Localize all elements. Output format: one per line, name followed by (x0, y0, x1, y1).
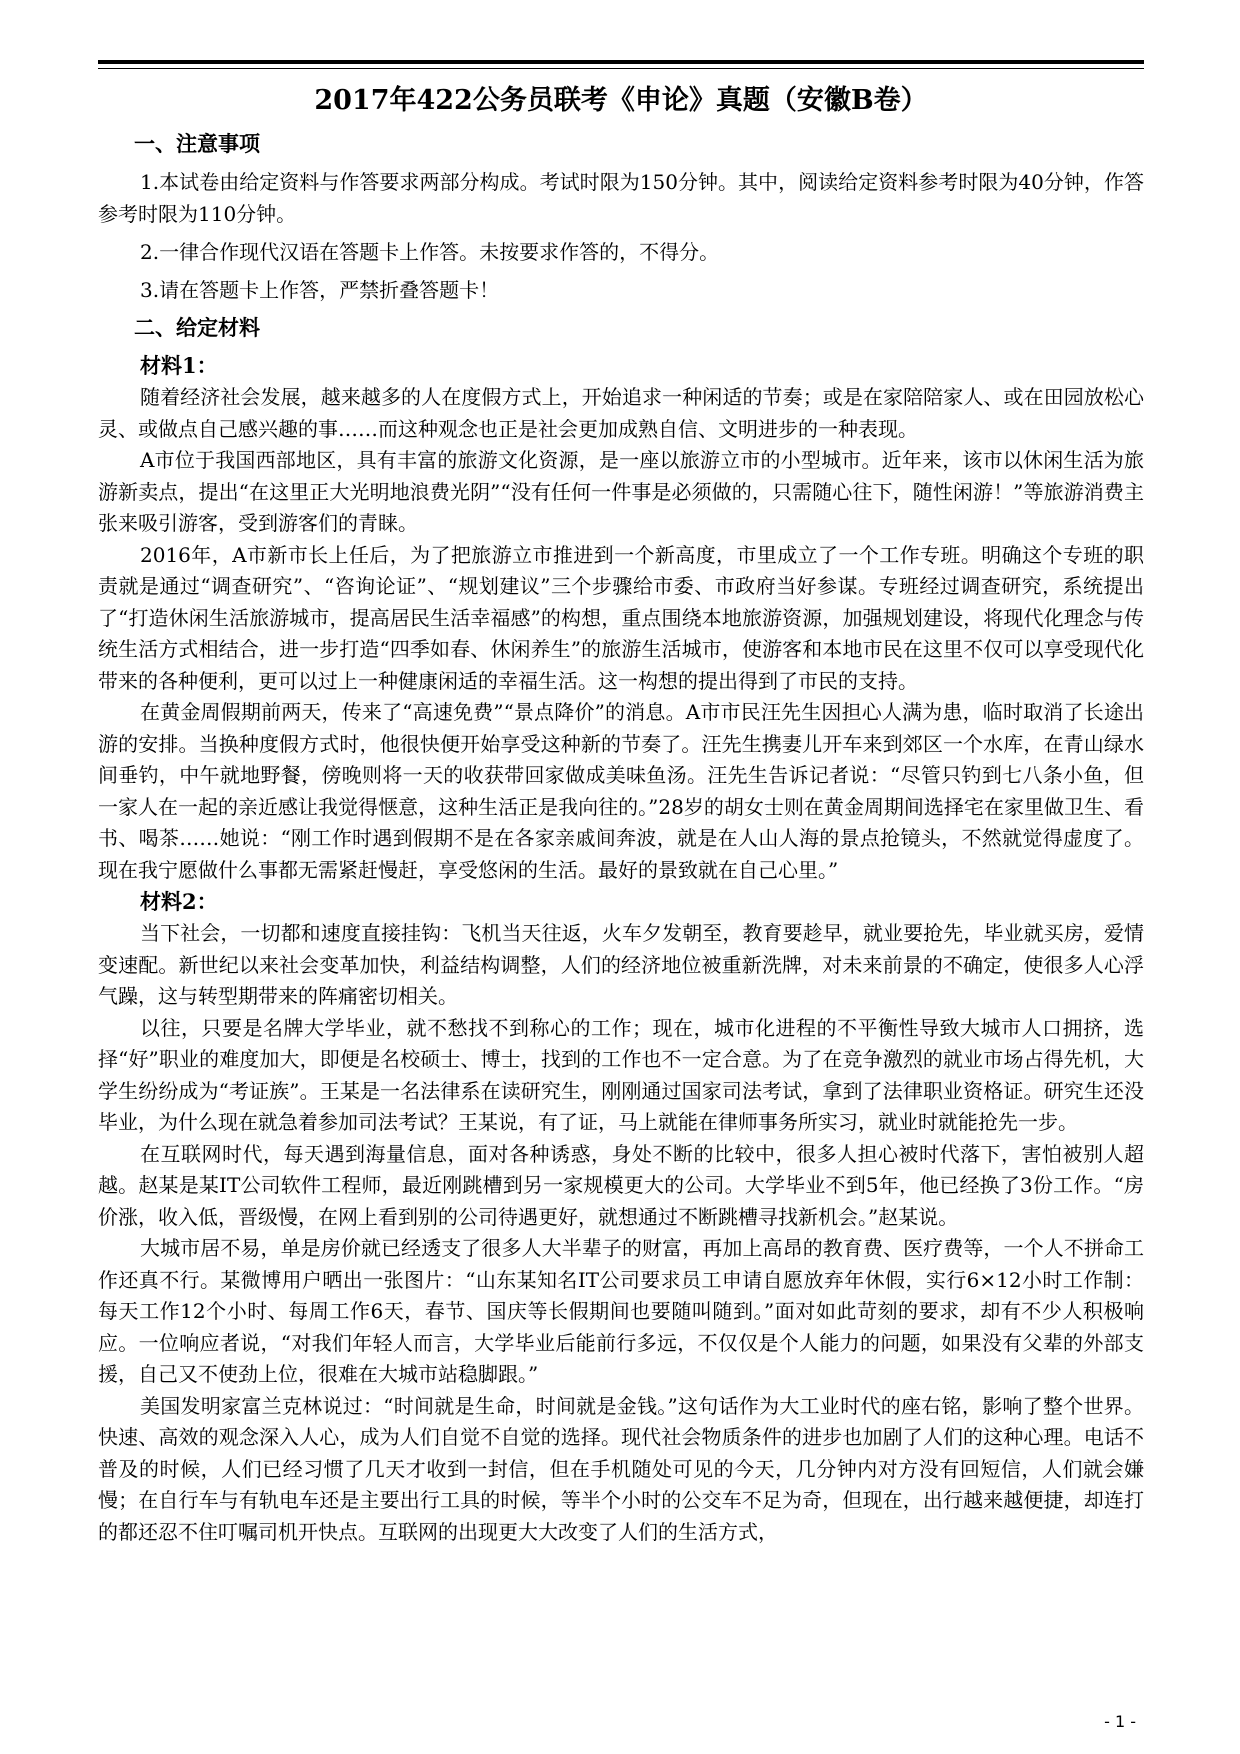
notice-item-2: 2.一律合作现代汉语在答题卡上作答。未按要求作答的，不得分。 (140, 240, 720, 264)
section-heading-materials: 二、给定材料 (134, 315, 260, 340)
notice-item-1: 1.本试卷由给定资料与作答要求两部分构成。考试时限为150分钟。其中，阅读给定资料参考时限为40分钟，作答参考时限为110分钟。 (98, 170, 1144, 226)
header-rule-thin (98, 68, 1144, 69)
document-page (98, 84, 1144, 1548)
material-2-paragraph: 以往，只要是名牌大学毕业，就不愁找不到称心的工作；现在，城市化进程的不平衡性导致大城市人口拥挤，选择“好”职业的难度加大，即便是名校硕士、博士，找到的工作也不一定合意。为了在竞争激烈的就业市场占得先机，大学生纷纷成为“考证族”。王某是一名法律系在读研究生，刚刚通过国家司法考试，拿到了法律职业资格证。研究生还没毕业，为什么现在就急着参加司法考试？王某说，有了证，马上就能在律师事务所实习，就业时就能抢先一步。 (98, 1015, 1144, 1134)
material-1-label: 材料1： (140, 353, 218, 378)
material-2-label: 材料2： (140, 889, 218, 914)
material-2-paragraph: 当下社会，一切都和速度直接挂钩：飞机当天往返，火车夕发朝至，教育要趁早，就业要抢先，毕业就买房，爱情变速配。新世纪以来社会变革加快，利益结构调整，人们的经济地位被重新洗牌，对未来前景的不确定，使很多人心浮气躁，这与转型期带来的阵痛密切相关。 (98, 921, 1144, 1008)
material-2-paragraph: 大城市居不易，单是房价就已经透支了很多人大半辈子的财富，再加上高昂的教育费、医疗费等，一个人不拼命工作还真不行。某微博用户晒出一张图片：“山东某知名IT公司要求员工申请自愿放弃年休假，实行6×12小时工作制：每天工作12个小时、每周工作6天，春节、国庆等长假期间也要随叫随到。”面对如此苛刻的要求，却有不少人积极响应。一位响应者说，“对我们年轻人而言，大学毕业后能前行多远，不仅仅是个人能力的问题，如果没有父辈的外部支援，自己又不使劲上位，很难在大城市站稳脚跟。” (98, 1236, 1144, 1386)
material-1-paragraph: 在黄金周假期前两天，传来了“高速免费”“景点降价”的消息。A市市民汪先生因担心人满为患，临时取消了长途出游的安排。当换种度假方式时，他很快便开始享受这种新的节奏了。汪先生携妻儿开车来到郊区一个水库，在青山绿水间垂钓，中午就地野餐，傍晚则将一天的收获带回家做成美味鱼汤。汪先生告诉记者说：“尽管只钓到七八条小鱼，但一家人在一起的亲近感让我觉得惬意，这种生活正是我向往的。”28岁的胡女士则在黄金周期间选择宅在家里做卫生、看书、喝茶……她说：“刚工作时遇到假期不是在各家亲戚间奔波，就是在人山人海的景点抢镜头，不然就觉得虚度了。现在我宁愿做什么事都无需紧赶慢赶，享受悠闲的生活。最好的景致就在自己心里。” (98, 700, 1144, 882)
header-rule-thick (98, 60, 1144, 64)
material-2-paragraph: 在互联网时代，每天遇到海量信息，面对各种诱惑，身处不断的比较中，很多人担心被时代落下，害怕被别人超越。赵某是某IT公司软件工程师，最近刚跳槽到另一家规模更大的公司。大学毕业不到5年，他已经换了3份工作。“房价涨，收入低，晋级慢，在网上看到别的公司待遇更好，就想通过不断跳槽寻找新机会。”赵某说。 (98, 1141, 1144, 1229)
material-2-paragraph: 美国发明家富兰克林说过：“时间就是生命，时间就是金钱。”这句话作为大工业时代的座右铭，影响了整个世界。快速、高效的观念深入人心，成为人们自觉不自觉的选择。现代社会物质条件的进步也加剧了人们的这种心理。电话不普及的时候，人们已经习惯了几天才收到一封信，但在手机随处可见的今天，几分钟内对方没有回短信，人们就会嫌慢；在自行车与有轨电车还是主要出行工具的时候，等半个小时的公交车不足为奇，但现在，出行越来越便捷，却连打的都还忍不住叮嘱司机开快点。互联网的出现更大大改变了人们的生活方式， (98, 1393, 1144, 1544)
document-title: 2017年422公务员联考《申论》真题（安徽B卷） (314, 85, 928, 116)
material-1-paragraph: 随着经济社会发展，越来越多的人在度假方式上，开始追求一种闲适的节奏；或是在家陪陪家人、或在田园放松心灵、或做点自己感兴趣的事……而这种观念也正是社会更加成熟自信、文明进步的一种表现。 (98, 385, 1144, 441)
page-number: - 1 - (1104, 1712, 1136, 1731)
material-1-paragraph: A市位于我国西部地区，具有丰富的旅游文化资源，是一座以旅游立市的小型城市。近年来，该市以休闲生活为旅游新卖点，提出“在这里正大光明地浪费光阴”“没有任何一件事是必须做的，只需随心往下，随性闲游！”等旅游消费主张来吸引游客，受到游客们的青睐。 (98, 448, 1144, 535)
material-1-paragraph: 2016年，A市新市长上任后，为了把旅游立市推进到一个新高度，市里成立了一个工作专班。明确这个专班的职责就是通过“调查研究”、“咨询论证”、“规划建议”三个步骤给市委、市政府当好参谋。专班经过调查研究，系统提出了“打造休闲生活旅游城市，提高居民生活幸福感”的构想，重点围绕本地旅游资源，加强规划建设，将现代化理念与传统生活方式相结合，进一步打造“四季如春、休闲养生”的旅游生活城市，使游客和本地市民在这里不仅可以享受现代化带来的各种便利，更可以过上一种健康闲适的幸福生活。这一构想的提出得到了市民的支持。 (98, 542, 1144, 693)
notice-item-3: 3.请在答题卡上作答，严禁折叠答题卡！ (140, 278, 500, 302)
section-heading-notes: 一、注意事项 (134, 131, 260, 156)
